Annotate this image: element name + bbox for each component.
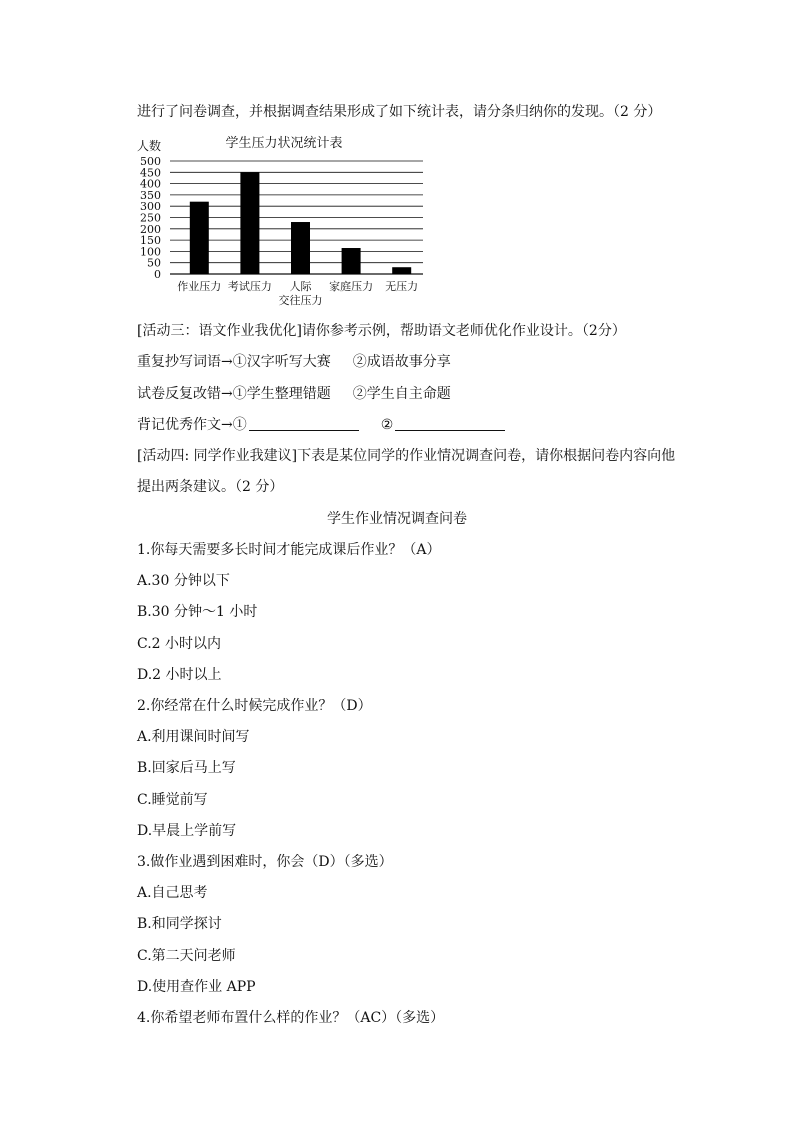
- y-tick-label: 250: [140, 211, 161, 225]
- survey-option: C.睡觉前写: [137, 791, 208, 808]
- survey-option: C.第二天问老师: [137, 947, 236, 964]
- survey-option: C.2 小时以内: [137, 635, 222, 652]
- row-lead: 重复抄写词语→: [137, 354, 233, 370]
- y-tick-label: 200: [140, 222, 161, 236]
- x-tick-label: 作业压力: [177, 280, 222, 293]
- activity3-heading: [活动三：语文作业我优化]请你参考示例，帮助语文老师优化作业设计。（2分）: [137, 323, 626, 339]
- x-tick-label: 人际: [289, 280, 312, 293]
- survey-option: A.自己思考: [137, 885, 208, 902]
- answer-blank-2[interactable]: [395, 416, 505, 431]
- row-lead: 背记优秀作文→: [137, 417, 233, 433]
- survey-option: D.使用查作业 APP: [137, 978, 256, 995]
- x-tick-label: 交往压力: [278, 294, 323, 307]
- bar: [291, 222, 310, 274]
- y-tick-label: 50: [147, 256, 161, 270]
- survey-option: A.利用课间时间写: [137, 729, 250, 746]
- survey-question: 3.做作业遇到困难时，你会（D）（多选）: [137, 854, 393, 870]
- survey-question: 4.你希望老师布置什么样的作业？（AC）（多选）: [137, 1010, 445, 1026]
- survey-option: A.30 分钟以下: [137, 573, 230, 590]
- y-tick-label: 350: [140, 188, 161, 202]
- row-option-2: ②: [380, 417, 394, 433]
- survey-option: B.和同学探讨: [137, 916, 222, 933]
- y-tick-label: 500: [140, 155, 161, 168]
- activity3-row-1: [137, 353, 451, 371]
- bar: [190, 202, 209, 274]
- row-option-1: ①学生整理错题: [232, 386, 331, 402]
- activity3-row-3: [137, 416, 505, 434]
- x-tick-labels: [177, 279, 418, 307]
- activity3-row-2: [137, 385, 451, 403]
- survey-question: 1.你每天需要多长时间才能完成课后作业？（A）: [137, 542, 441, 558]
- y-tick-label: 100: [140, 245, 161, 259]
- y-tick-label: 400: [140, 177, 161, 191]
- y-tick-label: 450: [140, 166, 161, 180]
- survey-option: B.30 分钟～1 小时: [137, 604, 258, 621]
- activity4-heading-line1: [活动四: 同学作业我建议]下表是某位同学的作业情况调查问卷，请你根据问卷内容向他: [137, 448, 676, 464]
- survey-option: D.2 小时以上: [137, 666, 222, 683]
- bar: [342, 248, 361, 274]
- row-lead: 试卷反复改错→: [137, 386, 233, 402]
- x-tick-label: 考试压力: [227, 280, 272, 293]
- x-tick-label: 家庭压力: [329, 280, 374, 293]
- survey-option: D.早晨上学前写: [137, 822, 237, 839]
- activity4-heading-line2: 提出两条建议。（2 分）: [137, 479, 284, 495]
- y-tick-labels: [140, 155, 161, 281]
- row-option-1: ①汉字听写大赛: [232, 354, 331, 370]
- y-tick-label: 150: [140, 234, 161, 248]
- x-tick-label: 无压力: [385, 280, 419, 293]
- survey-option: B.回家后马上写: [137, 760, 236, 777]
- survey-question: 2.你经常在什么时候完成作业？（D）: [137, 698, 372, 714]
- y-tick-label: 0: [154, 268, 161, 281]
- answer-blank-1[interactable]: [249, 416, 359, 431]
- bar: [392, 267, 411, 274]
- row-option-2: ②学生自主命题: [352, 386, 451, 402]
- y-tick-label: 300: [140, 200, 161, 214]
- bar-chart: [137, 130, 437, 310]
- row-option-2: ②成语故事分享: [352, 354, 451, 370]
- survey-title: 学生作业情况调查问卷: [327, 511, 467, 527]
- row-option-1: ①: [232, 417, 247, 433]
- intro-text: 进行了问卷调查，并根据调查结果形成了如下统计表，请分条归纳你的发现。（2 分）: [137, 104, 662, 120]
- bars: [190, 172, 411, 274]
- bar: [240, 172, 259, 274]
- y-axis-label: 人数: [137, 139, 162, 153]
- chart-title: 学生压力状况统计表: [225, 136, 343, 151]
